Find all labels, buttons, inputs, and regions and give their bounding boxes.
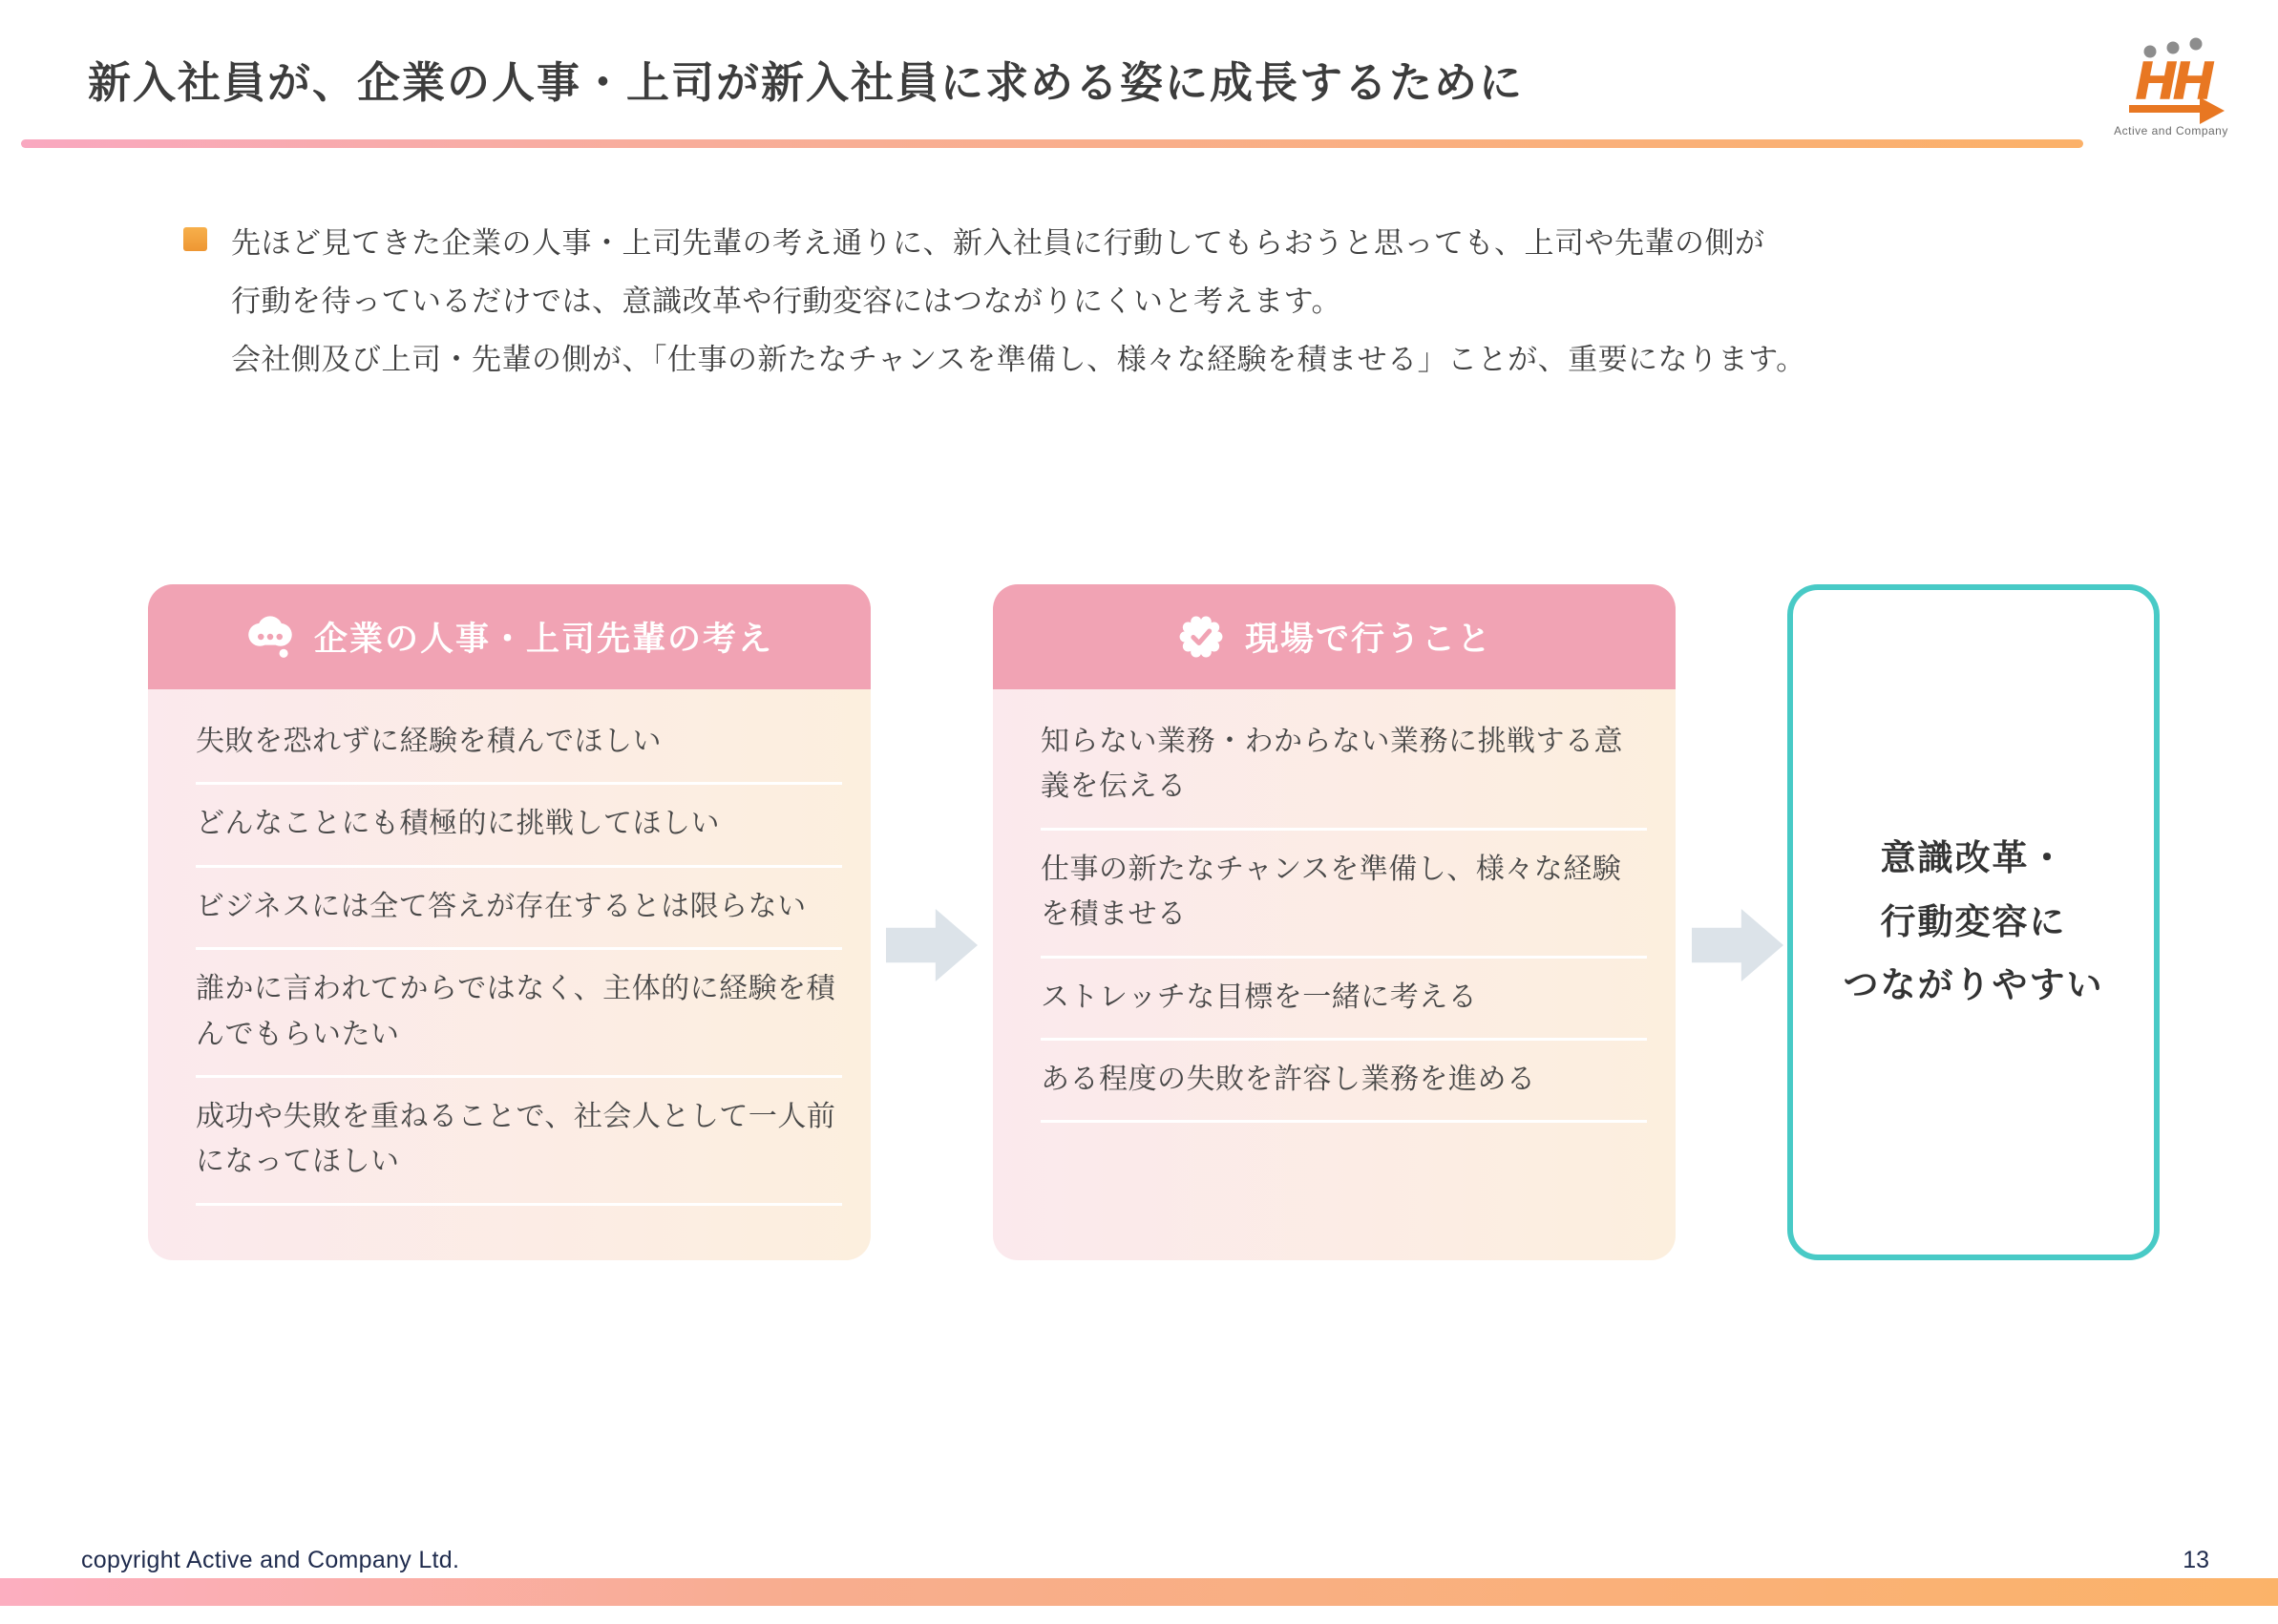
- result-box: [1787, 584, 2160, 1260]
- list-item: 仕事の新たなチャンスを準備し、様々な経験を積ませる: [1041, 831, 1647, 959]
- result-line: 行動変容に: [1880, 901, 2067, 941]
- copyright-text: copyright Active and Company Ltd.: [81, 1547, 460, 1573]
- bottom-gradient-bar: [0, 1578, 2278, 1606]
- card-hr-expectations: [148, 584, 871, 1260]
- intro-paragraph: [183, 214, 1806, 389]
- list-item: 失敗を恐れずに経験を積んでほしい: [196, 703, 842, 785]
- result-line: つながりやすい: [1843, 965, 2104, 1005]
- list-item: 誰かに言われてからではなく、主体的に経験を積んでもらいたい: [196, 950, 842, 1078]
- right-arrow-icon: [886, 909, 978, 981]
- svg-text:HH: HH: [2135, 52, 2210, 112]
- card-field-actions: [993, 584, 1676, 1260]
- intro-line: 先ほど見てきた企業の人事・上司先輩の考え通りに、新入社員に行動してもらおうと思っても、上司や先輩の側が: [231, 226, 1765, 260]
- card-field-actions-header: [993, 584, 1676, 689]
- thought-bubble-icon: [245, 612, 295, 662]
- company-logo: [2108, 36, 2234, 143]
- title-underline: [21, 139, 2083, 148]
- list-item: 知らない業務・わからない業務に挑戦する意義を伝える: [1041, 703, 1647, 831]
- list-item: ストレッチな目標を一緒に考える: [1041, 959, 1647, 1041]
- result-line: 意識改革・: [1880, 838, 2067, 878]
- list-item: ビジネスには全て答えが存在するとは限らない: [196, 868, 842, 950]
- list-item: 成功や失敗を重ねることで、社会人として一人前になってほしい: [196, 1078, 842, 1206]
- result-text: [1844, 827, 2104, 1018]
- company-logo-icon: [2108, 36, 2234, 128]
- card-header-label: 現場で行うこと: [1244, 621, 1492, 658]
- card-field-actions-body: [993, 689, 1676, 1123]
- company-logo-label: Active and Company: [2114, 124, 2228, 137]
- bullet-square-icon: [183, 227, 207, 251]
- page-title: 新入社員が、企業の人事・上司が新入社員に求める姿に成長するために: [88, 58, 1525, 107]
- intro-line: 会社側及び上司・先輩の側が、「仕事の新たなチャンスを準備し、様々な経験を積ませる」ことが、重要になります。: [231, 343, 1806, 376]
- right-arrow-icon: [1692, 909, 1783, 981]
- list-item: どんなことにも積極的に挑戦してほしい: [196, 785, 842, 867]
- intro-line: 行動を待っているだけでは、意識改革や行動変容にはつながりにくいと考えます。: [231, 285, 1342, 318]
- page-number: 13: [2183, 1547, 2209, 1573]
- list-item: ある程度の失敗を許容し業務を進める: [1041, 1041, 1647, 1123]
- card-header-label: 企業の人事・上司先輩の考え: [313, 621, 773, 658]
- card-hr-expectations-header: [148, 584, 871, 689]
- card-hr-expectations-body: [148, 689, 871, 1206]
- check-badge-icon: [1176, 612, 1226, 662]
